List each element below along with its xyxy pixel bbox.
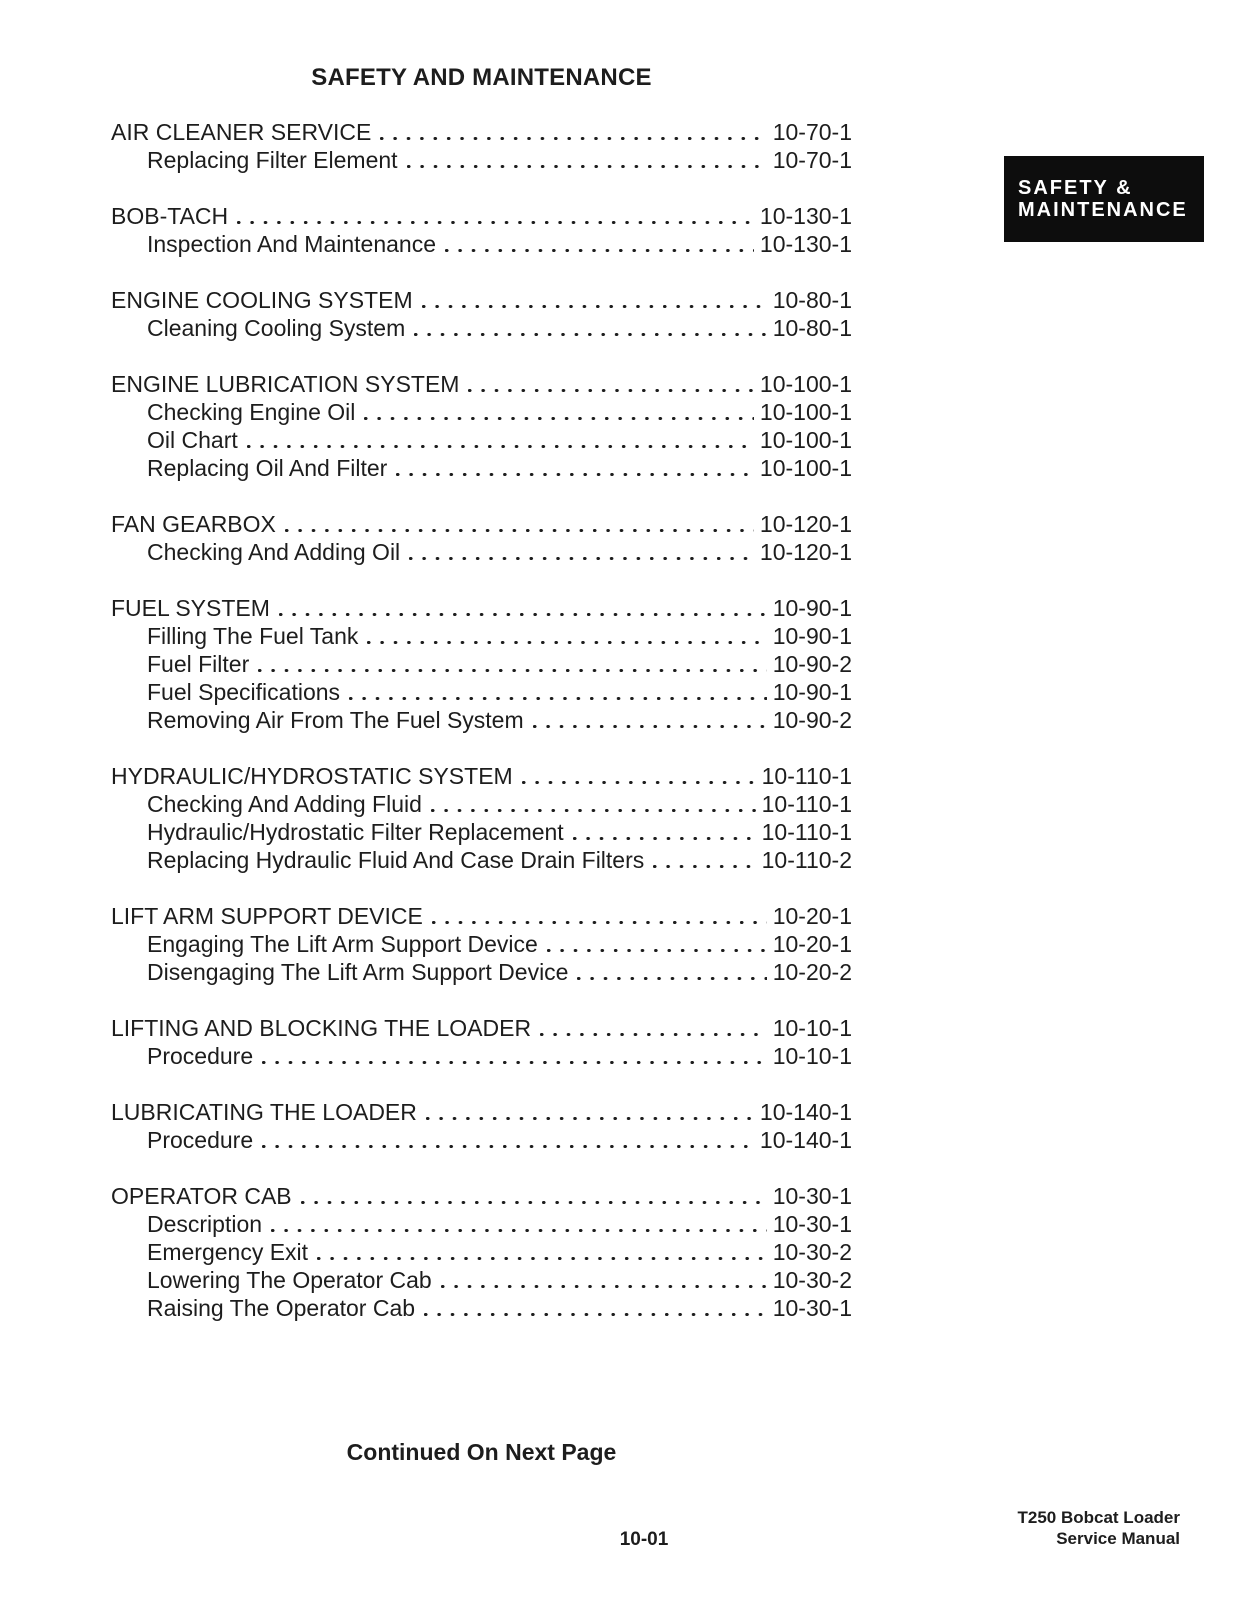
toc-entry-label: LIFTING AND BLOCKING THE LOADER	[111, 1015, 532, 1041]
toc-subentry	[111, 1126, 852, 1154]
toc-entry-label: HYDRAULIC/HYDROSTATIC SYSTEM	[111, 763, 513, 789]
dot-leader	[285, 510, 754, 538]
toc-entry	[111, 118, 852, 146]
dot-leader	[432, 902, 767, 930]
toc-entry-page: 10-90-1	[772, 623, 852, 649]
toc-entry-label: Description	[147, 1211, 263, 1237]
toc-entry	[111, 1014, 852, 1042]
dot-leader	[367, 622, 766, 650]
toc-subentry	[111, 398, 852, 426]
toc-entry-label: ENGINE LUBRICATION SYSTEM	[111, 371, 460, 397]
toc-entry-label: Emergency Exit	[147, 1239, 309, 1265]
dot-leader	[237, 202, 754, 230]
toc-subentry	[111, 1266, 852, 1294]
toc-entry-label: Raising The Operator Cab	[147, 1295, 416, 1321]
toc-entry-page: 10-20-1	[772, 903, 852, 929]
toc-subentry	[111, 1238, 852, 1266]
toc-entry-page: 10-30-2	[772, 1267, 852, 1293]
toc-entry-label: Fuel Specifications	[147, 679, 341, 705]
toc-entry-label: Inspection And Maintenance	[147, 231, 436, 257]
toc-entry-page: 10-110-1	[761, 819, 852, 845]
toc-entry	[111, 902, 852, 930]
toc-entry-label: LIFT ARM SUPPORT DEVICE	[111, 903, 423, 929]
toc-entry-page: 10-140-1	[759, 1099, 852, 1125]
toc-entry-page: 10-100-1	[759, 371, 852, 397]
toc-list	[111, 118, 852, 1322]
toc-entry-label: Procedure	[147, 1043, 254, 1069]
toc-entry-page: 10-110-1	[761, 791, 852, 817]
toc-entry-page: 10-30-1	[772, 1295, 852, 1321]
toc-subentry	[111, 1294, 852, 1322]
toc-entry-label: Disengaging The Lift Arm Support Device	[147, 959, 569, 985]
toc-entry-label: AIR CLEANER SERVICE	[111, 119, 372, 145]
footer-page-number: 10-01	[619, 1529, 669, 1550]
toc-entry-page: 10-30-1	[772, 1211, 852, 1237]
toc-subentry	[111, 818, 852, 846]
toc-entry-page: 10-120-1	[759, 539, 852, 565]
dot-leader	[577, 958, 766, 986]
toc-entry-page: 10-10-1	[772, 1015, 852, 1041]
dot-leader	[407, 146, 767, 174]
toc-entry-label: Filling The Fuel Tank	[147, 623, 359, 649]
dot-leader	[431, 790, 756, 818]
toc-entry-page: 10-30-1	[772, 1183, 852, 1209]
toc-entry-label: Replacing Filter Element	[147, 147, 398, 173]
toc-entry-page: 10-30-2	[772, 1239, 852, 1265]
dot-leader	[247, 426, 754, 454]
toc-subentry	[111, 426, 852, 454]
toc-entry-page: 10-20-2	[772, 959, 852, 985]
toc-section	[111, 1182, 852, 1322]
dot-leader	[349, 678, 767, 706]
dot-leader	[468, 370, 753, 398]
toc-section	[111, 286, 852, 342]
dot-leader	[414, 314, 766, 342]
toc-subentry	[111, 314, 852, 342]
toc-section	[111, 118, 852, 174]
toc-section	[111, 1014, 852, 1070]
toc-entry	[111, 762, 852, 790]
toc-entry-label: Engaging The Lift Arm Support Device	[147, 931, 538, 957]
toc-entry-label: Procedure	[147, 1127, 254, 1153]
toc-entry-page: 10-110-2	[761, 847, 852, 873]
toc-section	[111, 902, 852, 986]
toc-entry-page: 10-100-1	[759, 399, 852, 425]
footer-manual-line1: T250 Bobcat Loader	[1017, 1508, 1180, 1527]
toc-section	[111, 762, 852, 874]
toc-entry-label: Replacing Hydraulic Fluid And Case Drain Filters	[147, 847, 645, 873]
toc-subentry	[111, 538, 852, 566]
toc-entry-label: Oil Chart	[147, 427, 238, 453]
toc-entry	[111, 510, 852, 538]
toc-entry-page: 10-130-1	[759, 231, 852, 257]
page-title: SAFETY AND MAINTENANCE	[311, 64, 652, 91]
footer-manual-line2: Service Manual	[1056, 1529, 1180, 1548]
dot-leader	[445, 230, 754, 258]
toc-entry-page: 10-90-2	[772, 707, 852, 733]
toc-subentry	[111, 790, 852, 818]
toc-entry-page: 10-90-1	[772, 679, 852, 705]
toc-entry-page: 10-80-1	[772, 287, 852, 313]
toc-entry	[111, 1182, 852, 1210]
toc-entry	[111, 1098, 852, 1126]
toc-entry-label: Hydraulic/Hydrostatic Filter Replacement	[147, 819, 564, 845]
toc-entry-label: Checking And Adding Fluid	[147, 791, 422, 817]
footer-manual-title	[1018, 1507, 1181, 1549]
dot-leader	[301, 1182, 767, 1210]
toc-entry-page: 10-20-1	[772, 931, 852, 957]
toc-entry-page: 10-120-1	[759, 511, 852, 537]
toc-subentry	[111, 958, 852, 986]
toc-entry	[111, 202, 852, 230]
toc-section	[111, 510, 852, 566]
section-tab	[1004, 156, 1204, 242]
toc-entry-page: 10-110-1	[761, 763, 852, 789]
toc-entry-label: Cleaning Cooling System	[147, 315, 406, 341]
toc-subentry	[111, 622, 852, 650]
dot-leader	[317, 1238, 767, 1266]
dot-leader	[258, 650, 766, 678]
dot-leader	[573, 818, 756, 846]
toc-subentry	[111, 146, 852, 174]
toc-entry	[111, 594, 852, 622]
toc-entry-page: 10-90-1	[772, 595, 852, 621]
dot-leader	[262, 1126, 754, 1154]
toc-entry-page: 10-70-1	[772, 147, 852, 173]
toc-entry-page: 10-100-1	[759, 427, 852, 453]
toc-subentry	[111, 650, 852, 678]
dot-leader	[422, 286, 767, 314]
toc-entry-label: LUBRICATING THE LOADER	[111, 1099, 417, 1125]
dot-leader	[279, 594, 767, 622]
toc-entry-label: Removing Air From The Fuel System	[147, 707, 524, 733]
dot-leader	[547, 930, 767, 958]
toc-section	[111, 202, 852, 258]
toc-subentry	[111, 454, 852, 482]
toc-subentry	[111, 230, 852, 258]
toc-entry	[111, 370, 852, 398]
toc-subentry	[111, 846, 852, 874]
dot-leader	[409, 538, 754, 566]
toc-entry-label: OPERATOR CAB	[111, 1183, 292, 1209]
dot-leader	[441, 1266, 767, 1294]
toc-entry-page: 10-130-1	[759, 203, 852, 229]
toc-section	[111, 370, 852, 482]
toc-entry-label: ENGINE COOLING SYSTEM	[111, 287, 413, 313]
toc-entry-page: 10-10-1	[772, 1043, 852, 1069]
section-tab-line2: MAINTENANCE	[1018, 199, 1188, 221]
section-tab-line1: SAFETY &	[1018, 177, 1133, 199]
dot-leader	[533, 706, 767, 734]
dot-leader	[380, 118, 766, 146]
toc-subentry	[111, 706, 852, 734]
toc-entry-label: Fuel Filter	[147, 651, 250, 677]
toc-entry-label: FUEL SYSTEM	[111, 595, 270, 621]
toc-subentry	[111, 1210, 852, 1238]
dot-leader	[540, 1014, 767, 1042]
toc-entry-label: FAN GEARBOX	[111, 511, 276, 537]
dot-leader	[262, 1042, 767, 1070]
dot-leader	[396, 454, 754, 482]
continued-note: Continued On Next Page	[346, 1439, 617, 1465]
toc-subentry	[111, 1042, 852, 1070]
dot-leader	[426, 1098, 754, 1126]
toc-entry-label: Checking And Adding Oil	[147, 539, 401, 565]
toc-entry-page: 10-70-1	[772, 119, 852, 145]
dot-leader	[424, 1294, 767, 1322]
toc-entry-label: BOB-TACH	[111, 203, 229, 229]
toc-entry-page: 10-140-1	[759, 1127, 852, 1153]
toc-section	[111, 1098, 852, 1154]
dot-leader	[364, 398, 754, 426]
toc-entry-label: Checking Engine Oil	[147, 399, 356, 425]
toc-entry-page: 10-100-1	[759, 455, 852, 481]
toc-entry-page: 10-80-1	[772, 315, 852, 341]
toc-entry	[111, 286, 852, 314]
dot-leader	[522, 762, 756, 790]
toc-entry-label: Replacing Oil And Filter	[147, 455, 388, 481]
toc-section	[111, 594, 852, 734]
toc-subentry	[111, 678, 852, 706]
toc-subentry	[111, 930, 852, 958]
toc-entry-page: 10-90-2	[772, 651, 852, 677]
toc-entry-label: Lowering The Operator Cab	[147, 1267, 432, 1293]
dot-leader	[653, 846, 755, 874]
dot-leader	[271, 1210, 767, 1238]
